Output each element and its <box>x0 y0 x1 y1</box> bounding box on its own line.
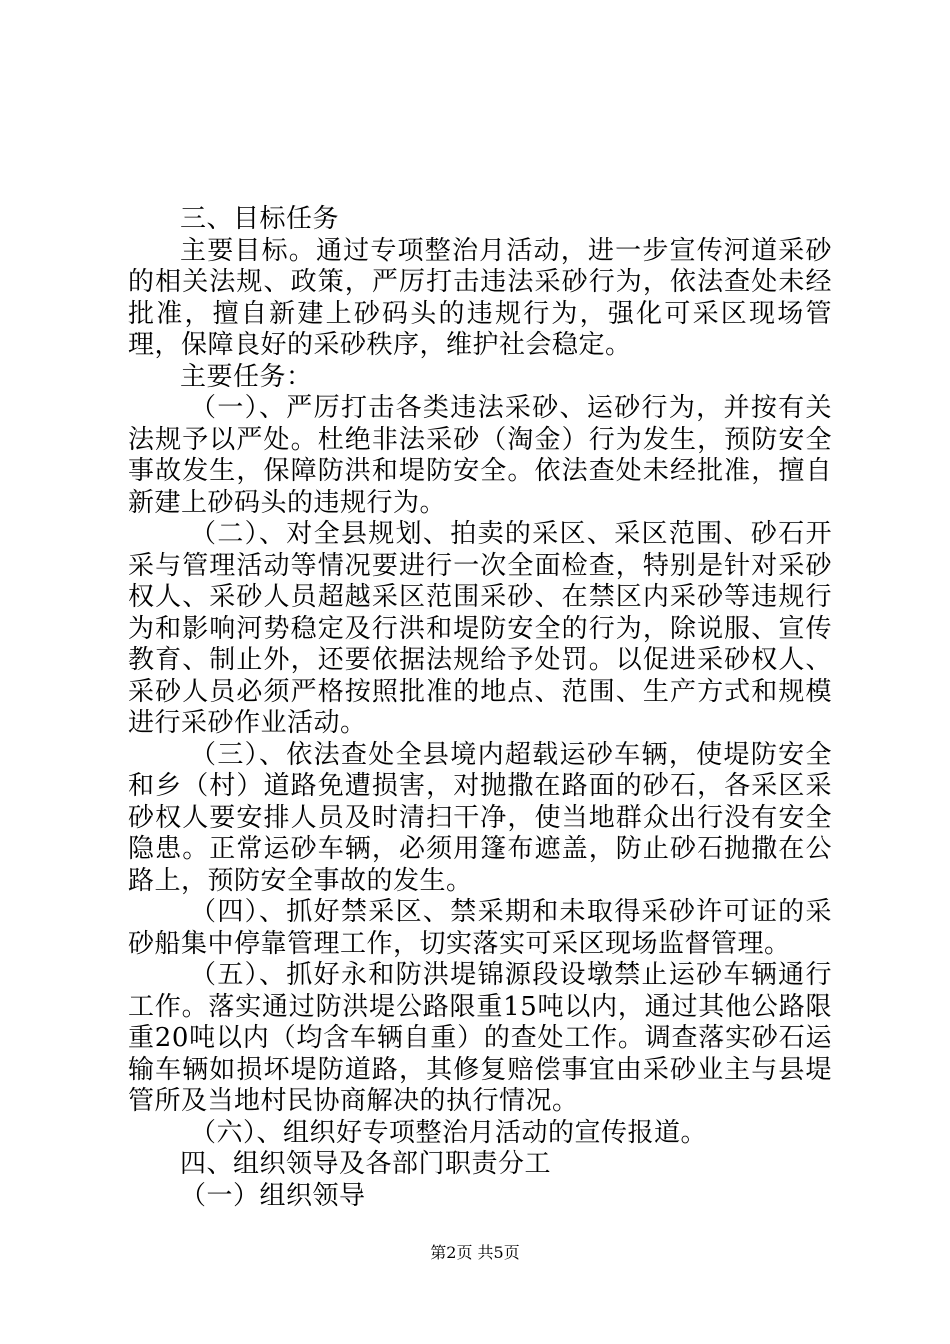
page-footer: 第2页 共5页 <box>430 1243 520 1262</box>
document-body <box>128 204 832 1212</box>
paragraph-main-tasks-label: 主要任务： <box>180 361 313 392</box>
paragraph-task-4: （四）、抓好禁采区、禁采期和未取得采砂许可证的采砂船集中停靠管理工作，切实落实可采区现场监督管理。 <box>128 897 832 959</box>
section-heading-goals: 三、目标任务 <box>180 204 340 234</box>
paragraph-task-2: （二）、对全县规划、拍卖的采区、采区范围、砂石开采与管理活动等情况要进行一次全面检查，特别是针对采砂权人、采砂人员超越采区范围采砂、在禁区内采砂等违规行为和影响河势稳定及行洪和堤防安全的行为，除说服、宣传教育、制止外，还要依据法规给予处罚。以促进采砂权人、采砂人员必须严格按照批准的地点、范围、生产方式和规模进行采砂作业活动。 <box>128 519 832 738</box>
paragraph-task-1: （一）、严厉打击各类违法采砂、运砂行为，并按有关法规予以严处。杜绝非法采砂（淘金）行为发生，预防安全事故发生，保障防洪和堤防安全。依法查处未经批准，擅自新建上砂码头的违规行为。 <box>128 393 832 518</box>
paragraph-task-6: （六）、组织好专项整治月活动的宣传报道。 <box>190 1117 708 1148</box>
subsection-heading-leadership: （一）组织领导 <box>180 1180 366 1211</box>
paragraph-task-5: （五）、抓好永和防洪堤锦源段设墩禁止运砂车辆通行工作。落实通过防洪堤公路限重15吨以内，通过其他公路限重20吨以内（均含车辆自重）的查处工作。调查落实砂石运输车辆如损坏堤防道路，其修复赔偿事宜由采砂业主与县堤管所及当地村民协商解决的执行情况。 <box>128 960 832 1116</box>
paragraph-main-goal: 主要目标。通过专项整治月活动，进一步宣传河道采砂的相关法规、政策，严厉打击违法采砂行为，依法查处未经批准，擅自新建上砂码头的违规行为，强化可采区现场管理，保障良好的采砂秩序，维护社会稳定。 <box>128 235 832 360</box>
section-heading-organization: 四、组织领导及各部门职责分工 <box>180 1149 552 1179</box>
paragraph-task-3: （三）、依法查处全县境内超载运砂车辆，使堤防安全和乡（村）道路免遭损害，对抛撒在路面的砂石，各采区采砂权人要安排人员及时清扫干净，使当地群众出行没有安全隐患。正常运砂车辆，必须用篷布遮盖，防止砂石抛撒在公路上，预防安全事故的发生。 <box>128 739 832 896</box>
